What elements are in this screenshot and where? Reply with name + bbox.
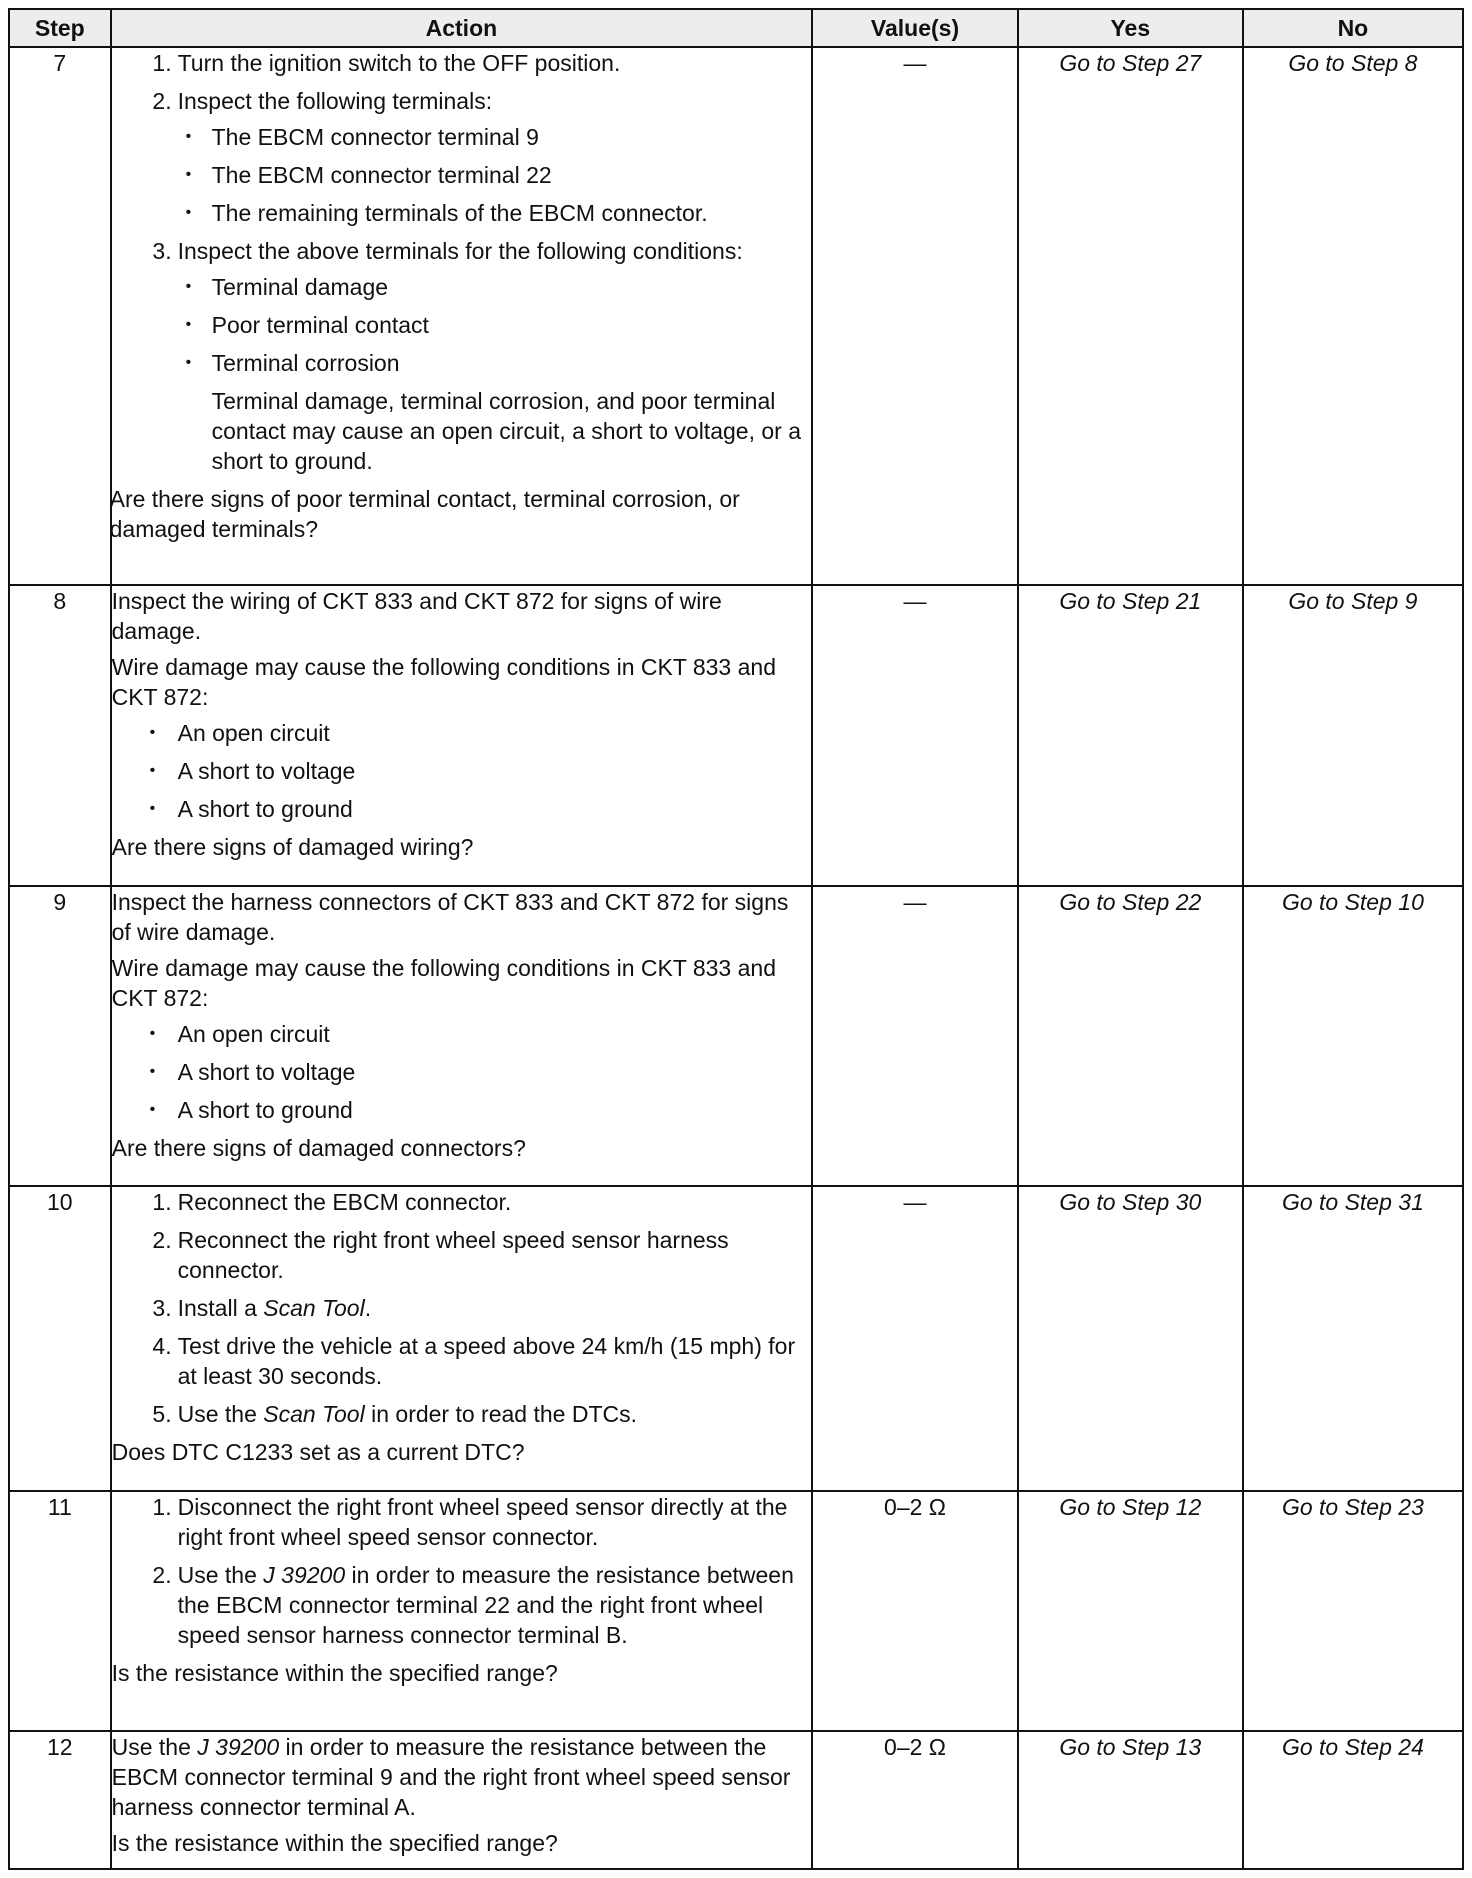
list-item: • A short to ground bbox=[112, 794, 812, 824]
list-item: • An open circuit bbox=[112, 1019, 812, 1049]
value-cell: — bbox=[812, 886, 1018, 1186]
table-row-step-7 bbox=[9, 47, 1463, 585]
action-step bbox=[112, 1293, 812, 1323]
action-step bbox=[112, 1560, 812, 1650]
question-text: Is the resistance within the specified range? bbox=[111, 1829, 558, 1856]
table-row-step-10 bbox=[9, 1186, 1463, 1491]
question-text: Are there signs of damaged wiring? bbox=[111, 834, 474, 861]
header-row bbox=[9, 9, 1463, 47]
yes-link[interactable]: Go to Step 27 bbox=[1018, 47, 1243, 585]
step-text-pre: Install a bbox=[177, 1295, 264, 1321]
list-item: • Poor terminal contact bbox=[178, 310, 812, 340]
instruction-pre: Use the bbox=[111, 1733, 198, 1760]
step-index: 4. bbox=[152, 1333, 172, 1359]
table-row-step-11 bbox=[9, 1491, 1463, 1731]
step-text: Reconnect the EBCM connector. bbox=[177, 1189, 512, 1215]
action-step bbox=[112, 1331, 812, 1391]
step-text: Test drive the vehicle at a speed above 24 km/h (15 mph) for at least 30 seconds. bbox=[177, 1333, 796, 1389]
intro-text: Inspect the harness connectors of CKT 833 and CKT 872 for signs of wire damage. bbox=[111, 888, 789, 945]
step-number: 11 bbox=[9, 1491, 111, 1731]
table-row-step-12 bbox=[9, 1731, 1463, 1869]
yes-link[interactable]: Go to Step 13 bbox=[1018, 1731, 1243, 1869]
bullet-list bbox=[178, 122, 812, 228]
action-step bbox=[112, 1492, 812, 1552]
no-link[interactable]: Go to Step 24 bbox=[1243, 1731, 1463, 1869]
action-step bbox=[112, 1225, 812, 1285]
list-item: • The remaining terminals of the EBCM connector. bbox=[178, 198, 812, 228]
header-step: Step bbox=[9, 9, 111, 47]
step-number: 10 bbox=[9, 1186, 111, 1491]
action-cell bbox=[111, 1731, 813, 1869]
step-text-post: in order to read the DTCs. bbox=[364, 1401, 638, 1427]
instruction-text bbox=[112, 1732, 812, 1822]
step-index: 3. bbox=[152, 238, 172, 264]
no-link[interactable]: Go to Step 8 bbox=[1243, 47, 1463, 585]
question-text: Are there signs of damaged connectors? bbox=[111, 1134, 526, 1161]
list-item: • Terminal damage bbox=[178, 272, 812, 302]
step-text: Inspect the above terminals for the following conditions: bbox=[177, 238, 743, 264]
action-cell bbox=[111, 886, 813, 1186]
tool-name: J 39200 bbox=[197, 1733, 280, 1760]
question-text: Does DTC C1233 set as a current DTC? bbox=[111, 1439, 525, 1465]
step-text: Turn the ignition switch to the OFF position. bbox=[177, 50, 621, 76]
action-step bbox=[112, 236, 812, 476]
list-item: • The EBCM connector terminal 9 bbox=[178, 122, 812, 152]
yes-link[interactable]: Go to Step 30 bbox=[1018, 1186, 1243, 1491]
step-text-post: . bbox=[364, 1295, 372, 1321]
note-text: Terminal damage, terminal corrosion, and poor terminal contact may cause an open circuit, a short to voltage, or a short to ground. bbox=[211, 388, 801, 474]
action-cell bbox=[111, 1491, 813, 1731]
step-index: 2. bbox=[152, 88, 172, 114]
list-item: • The EBCM connector terminal 22 bbox=[178, 160, 812, 190]
table-row-step-9 bbox=[9, 886, 1463, 1186]
bullet-list bbox=[112, 1019, 812, 1125]
table-row-step-8 bbox=[9, 585, 1463, 885]
diagnostic-table bbox=[8, 8, 1464, 1870]
no-link[interactable]: Go to Step 31 bbox=[1243, 1186, 1463, 1491]
no-link[interactable]: Go to Step 10 bbox=[1243, 886, 1463, 1186]
tool-name: Scan Tool bbox=[263, 1401, 365, 1427]
step-index: 5. bbox=[152, 1401, 172, 1427]
step-index: 2. bbox=[152, 1561, 172, 1588]
step-number: 7 bbox=[9, 47, 111, 585]
step-text-pre: Use the bbox=[177, 1401, 264, 1427]
step-text-post: in order to measure the resistance between the EBCM connector terminal 22 and the right front wheel speed sensor harness connector terminal B. bbox=[177, 1561, 794, 1648]
intro-text: Inspect the wiring of CKT 833 and CKT 872 for signs of wire damage. bbox=[111, 588, 722, 645]
list-item: • An open circuit bbox=[112, 718, 812, 748]
step-text: Reconnect the right front wheel speed sensor harness connector. bbox=[177, 1227, 729, 1283]
action-steps bbox=[112, 1492, 812, 1650]
header-values: Value(s) bbox=[812, 9, 1018, 47]
question-text: Is the resistance within the specified range? bbox=[111, 1659, 558, 1686]
tool-name: Scan Tool bbox=[263, 1295, 365, 1321]
action-steps bbox=[112, 48, 812, 476]
action-steps bbox=[112, 1187, 812, 1429]
action-step bbox=[112, 1399, 812, 1429]
tool-name: J 39200 bbox=[263, 1561, 346, 1588]
step-index: 1. bbox=[152, 1493, 172, 1520]
no-link[interactable]: Go to Step 23 bbox=[1243, 1491, 1463, 1731]
step-text: Disconnect the right front wheel speed sensor directly at the right front wheel speed sensor connector. bbox=[177, 1493, 788, 1550]
action-cell bbox=[111, 1186, 813, 1491]
instruction-post: in order to measure the resistance between the EBCM connector terminal 9 and the right front wheel speed sensor harness connector terminal A. bbox=[111, 1733, 791, 1820]
yes-link[interactable]: Go to Step 22 bbox=[1018, 886, 1243, 1186]
yes-link[interactable]: Go to Step 21 bbox=[1018, 585, 1243, 885]
list-item: • A short to voltage bbox=[112, 756, 812, 786]
step-index: 2. bbox=[152, 1227, 172, 1253]
step-index: 3. bbox=[152, 1295, 172, 1321]
no-link[interactable]: Go to Step 9 bbox=[1243, 585, 1463, 885]
list-item: • A short to voltage bbox=[112, 1057, 812, 1087]
action-cell bbox=[111, 585, 813, 885]
value-cell: 0–2 Ω bbox=[812, 1731, 1018, 1869]
step-text: Inspect the following terminals: bbox=[177, 88, 493, 114]
action-cell bbox=[111, 47, 813, 585]
list-item: • A short to ground bbox=[112, 1095, 812, 1125]
header-yes: Yes bbox=[1018, 9, 1243, 47]
step-number: 9 bbox=[9, 886, 111, 1186]
step-number: 8 bbox=[9, 585, 111, 885]
value-cell: — bbox=[812, 585, 1018, 885]
step-index: 1. bbox=[152, 50, 172, 76]
bullet-list bbox=[112, 718, 812, 824]
action-step bbox=[112, 48, 812, 78]
lead-text: Wire damage may cause the following conditions in CKT 833 and CKT 872: bbox=[111, 654, 776, 711]
lead-text: Wire damage may cause the following conditions in CKT 833 and CKT 872: bbox=[111, 954, 776, 1011]
yes-link[interactable]: Go to Step 12 bbox=[1018, 1491, 1243, 1731]
list-item: • Terminal corrosion bbox=[178, 348, 812, 378]
step-index: 1. bbox=[152, 1189, 172, 1215]
action-step bbox=[112, 1187, 812, 1217]
value-cell: 0–2 Ω bbox=[812, 1491, 1018, 1731]
action-step bbox=[112, 86, 812, 228]
bullet-list bbox=[178, 272, 812, 378]
header-no: No bbox=[1243, 9, 1463, 47]
step-text-pre: Use the bbox=[177, 1561, 264, 1588]
value-cell: — bbox=[812, 1186, 1018, 1491]
value-cell: — bbox=[812, 47, 1018, 585]
step-number: 12 bbox=[9, 1731, 111, 1869]
header-action: Action bbox=[111, 9, 813, 47]
question-text: Are there signs of poor terminal contact, terminal corrosion, or damaged terminals? bbox=[109, 486, 740, 542]
